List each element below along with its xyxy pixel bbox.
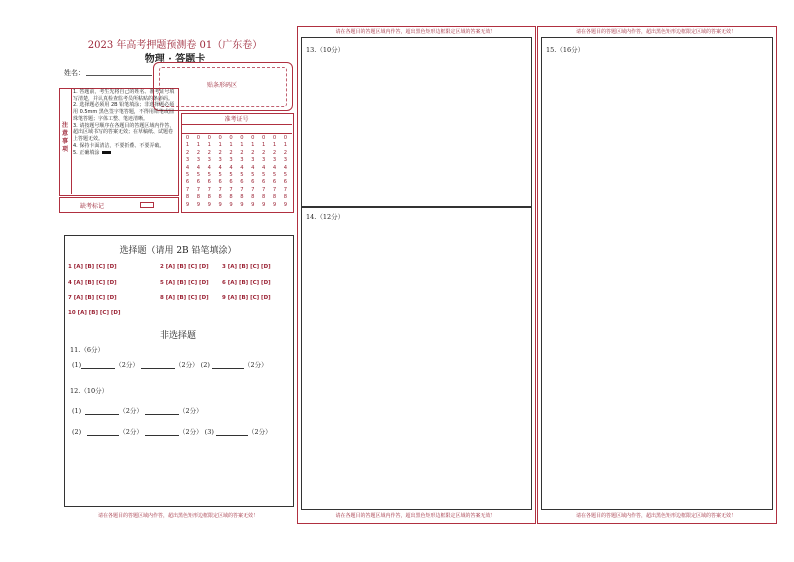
id-digit-bubble[interactable]: 7	[240, 186, 244, 193]
id-digit-bubble[interactable]: 0	[207, 135, 211, 141]
fill-example-swatch	[102, 151, 111, 154]
id-digit-bubble[interactable]: 0	[185, 135, 190, 141]
id-digit-bubble[interactable]: 5	[185, 172, 190, 179]
id-digit-bubble[interactable]: 5	[196, 172, 201, 179]
id-digit-bubble[interactable]: 0	[272, 135, 277, 141]
q12-blank-5[interactable]	[216, 435, 248, 436]
absent-label: 缺考标记	[79, 203, 104, 210]
q12-blank-4[interactable]	[145, 435, 179, 436]
id-digit-bubble[interactable]: 7	[229, 186, 233, 193]
id-digit-bubble[interactable]: 0	[283, 135, 288, 141]
header-note-right: 请在各题目的答题区域内作答，超出黑色矩形边框限定区域的答案无效！	[575, 29, 736, 35]
id-digit-bubble[interactable]: 7	[207, 186, 211, 193]
q13-label: 13.（10分）	[306, 46, 345, 54]
id-digit-bubble[interactable]: 6	[185, 179, 190, 186]
q15-answer-area[interactable]	[541, 37, 773, 510]
id-digit-bubble[interactable]: 0	[196, 135, 201, 141]
id-digit-bubble[interactable]: 7	[196, 186, 201, 193]
id-digit-bubble[interactable]: 8	[240, 194, 244, 201]
id-digit-bubble[interactable]: 8	[272, 194, 277, 201]
id-digit-bubble[interactable]: 4	[196, 164, 201, 171]
choice-item-9[interactable]: 9 [A] [B] [C] [D]	[222, 295, 271, 301]
q12-blank-3[interactable]	[87, 435, 119, 436]
q11-part-1: (1)	[72, 361, 82, 369]
id-digit-bubble[interactable]: 4	[207, 164, 211, 171]
id-digit-bubble[interactable]: 8	[207, 194, 211, 201]
q12-answer-line-1	[72, 406, 203, 415]
id-digit-bubble[interactable]: 8	[229, 194, 233, 201]
id-digit-bubble[interactable]: 7	[218, 186, 222, 193]
q12-score-5: （2分）	[247, 428, 272, 436]
id-digit-bubble[interactable]: 9	[229, 201, 233, 208]
q11-label: 11.（6分）	[70, 346, 104, 354]
page-title: 2023 年高考押题预测卷 01（广东卷）	[87, 40, 263, 51]
id-digit-bubble[interactable]: 1	[283, 142, 288, 149]
q14-answer-area[interactable]	[301, 207, 532, 510]
id-digit-bubble[interactable]: 0	[261, 135, 266, 141]
id-digit-column	[270, 135, 279, 209]
id-digit-bubble[interactable]: 7	[283, 186, 288, 193]
id-digit-column	[227, 135, 236, 209]
id-digit-bubble[interactable]: 5	[261, 172, 266, 179]
id-number-columns	[183, 135, 290, 209]
q12-part-2: (2)	[72, 428, 82, 436]
id-digit-bubble[interactable]: 3	[207, 157, 211, 164]
id-digit-bubble[interactable]: 2	[283, 149, 288, 156]
id-digit-column	[281, 135, 290, 209]
footer-note-right: 请在各题目的答题区域内作答，超出黑色矩形边框限定区域的答案无效！	[575, 513, 736, 519]
id-digit-bubble[interactable]: 2	[218, 149, 222, 156]
id-digit-bubble[interactable]: 9	[251, 201, 255, 208]
id-digit-bubble[interactable]: 7	[261, 186, 266, 193]
id-digit-bubble[interactable]: 7	[272, 186, 277, 193]
footer-note-middle: 请在各题目的答题区域内作答，超出黑色矩形边框限定区域的答案无效！	[335, 513, 496, 519]
note-item: 3. 请按题号顺序在各题目的答题区域内作答，超出区域书写的答案无效；在草稿纸、试题卷上答题无效。	[73, 122, 175, 142]
choice-item-5[interactable]: 5 [A] [B] [C] [D]	[160, 280, 209, 286]
id-digit-bubble[interactable]: 6	[207, 179, 211, 186]
q12-score-1: （2分）	[119, 407, 143, 415]
id-digit-bubble[interactable]: 3	[240, 157, 244, 164]
id-digit-bubble[interactable]: 8	[185, 194, 190, 201]
q12-part-3: (3)	[204, 428, 214, 436]
q12-score-3: （2分）	[119, 428, 143, 436]
id-digit-bubble[interactable]: 9	[218, 201, 222, 208]
id-digit-bubble[interactable]: 5	[272, 172, 277, 179]
id-digit-bubble[interactable]: 5	[229, 172, 233, 179]
id-digit-bubble[interactable]: 6	[240, 179, 244, 186]
q12-answer-line-2	[72, 427, 272, 436]
note-item: 1. 答题前，考生先将自己的姓名、准考证号填写清楚，并认真检查监考员所粘贴的条形码。	[73, 89, 175, 102]
answer-section-box	[64, 235, 294, 507]
choice-item-10[interactable]: 10 [A] [B] [C] [D]	[68, 310, 121, 316]
id-digit-bubble[interactable]: 9	[283, 201, 288, 208]
id-digit-column	[216, 135, 225, 209]
choice-item-3[interactable]: 3 [A] [B] [C] [D]	[222, 264, 271, 270]
id-digit-bubble[interactable]: 7	[185, 186, 190, 193]
id-digit-bubble[interactable]: 2	[272, 149, 277, 156]
id-digit-bubble[interactable]: 8	[261, 194, 266, 201]
id-digit-bubble[interactable]: 3	[251, 157, 255, 164]
name-label: 姓名：	[64, 69, 85, 77]
page-subtitle: 物理 · 答题卡	[144, 54, 206, 65]
id-digit-bubble[interactable]: 2	[261, 149, 266, 156]
q12-label: 12.（10分）	[70, 387, 109, 395]
q14-label: 14.（12分）	[306, 213, 345, 221]
id-digit-bubble[interactable]: 3	[185, 157, 190, 164]
id-digit-bubble[interactable]: 4	[251, 164, 255, 171]
id-digit-bubble[interactable]: 5	[240, 172, 244, 179]
id-digit-bubble[interactable]: 2	[207, 149, 211, 156]
id-digit-column	[194, 135, 203, 209]
nonchoice-title: 非选择题	[159, 331, 196, 341]
id-digit-bubble[interactable]: 0	[229, 135, 233, 141]
id-digit-bubble[interactable]: 3	[283, 157, 288, 164]
id-digit-bubble[interactable]: 6	[229, 179, 233, 186]
q11-score-1: （2分）	[115, 361, 139, 369]
id-digit-column	[259, 135, 268, 209]
q11-part-2: (2)	[200, 361, 210, 369]
q12-part-1: (1)	[72, 407, 82, 415]
id-digit-bubble[interactable]: 5	[251, 172, 255, 179]
header-note-middle: 请在各题目的答题区域内作答，超出黑色矩形边框限定区域的答案无效！	[335, 29, 496, 35]
q12-score-2: （2分）	[178, 407, 203, 415]
id-digit-bubble[interactable]: 8	[251, 194, 255, 201]
note-item-fill-example	[73, 150, 176, 157]
q11-blank-1[interactable]	[81, 368, 115, 369]
note-item-text: 5. 正确填涂	[73, 149, 100, 156]
id-digit-bubble[interactable]: 3	[196, 157, 201, 164]
choice-title: 选择题（请用 2B 铅笔填涂）	[119, 246, 237, 256]
id-digit-bubble[interactable]: 4	[283, 164, 288, 171]
id-digit-bubble[interactable]: 4	[229, 164, 233, 171]
id-digit-bubble[interactable]: 3	[229, 157, 233, 164]
choice-item-8[interactable]: 8 [A] [B] [C] [D]	[160, 295, 209, 301]
id-digit-bubble[interactable]: 1	[229, 142, 233, 149]
name-field[interactable]	[86, 75, 152, 76]
q11-blank-2[interactable]	[141, 368, 175, 369]
choice-item-2[interactable]: 2 [A] [B] [C] [D]	[160, 264, 209, 270]
id-digit-bubble[interactable]: 9	[240, 201, 244, 208]
q15-label: 15.（16分）	[546, 46, 585, 54]
choice-item-7[interactable]: 7 [A] [B] [C] [D]	[68, 295, 117, 301]
id-digit-bubble[interactable]: 8	[218, 194, 222, 201]
id-digit-bubble[interactable]: 1	[240, 142, 244, 149]
id-digit-bubble[interactable]: 1	[251, 142, 255, 149]
id-digit-bubble[interactable]: 5	[283, 172, 288, 179]
id-digit-column	[237, 135, 246, 209]
id-digit-bubble[interactable]: 2	[196, 149, 201, 156]
id-digit-bubble[interactable]: 4	[261, 164, 266, 171]
id-digit-bubble[interactable]: 9	[261, 201, 266, 208]
notes-side-label: 注意事项	[61, 122, 68, 153]
id-digit-bubble[interactable]: 4	[272, 164, 277, 171]
q12-score-4: （2分）	[178, 428, 203, 436]
id-digit-bubble[interactable]: 6	[272, 179, 277, 186]
id-digit-column	[183, 135, 192, 209]
id-digit-bubble[interactable]: 2	[185, 149, 190, 156]
q11-answer-line	[72, 360, 268, 369]
id-digit-bubble[interactable]: 0	[251, 135, 255, 141]
id-digit-bubble[interactable]: 6	[251, 179, 255, 186]
id-digit-bubble[interactable]: 1	[196, 142, 201, 149]
id-digit-bubble[interactable]: 8	[196, 194, 201, 201]
id-digit-bubble[interactable]: 4	[185, 164, 190, 171]
note-item: 4. 保持卡面清洁，不要折叠、不要弄破。	[73, 142, 165, 149]
id-digit-bubble[interactable]: 4	[218, 164, 222, 171]
footer-note-left: 请在各题目的答题区域内作答，超出黑色矩形边框限定区域的答案无效！	[97, 513, 258, 519]
choice-item-1[interactable]: 1 [A] [B] [C] [D]	[68, 264, 117, 270]
note-item: 2. 选择题必须用 2B 铅笔填涂；非选择题必须用 0.5mm 黑色签字笔答题，不得用铅笔或圆珠笔答题；字体工整、笔迹清晰。	[73, 102, 175, 122]
id-digit-bubble[interactable]: 1	[185, 142, 190, 149]
id-digit-bubble[interactable]: 4	[240, 164, 244, 171]
id-digit-bubble[interactable]: 1	[207, 142, 211, 149]
id-number-title: 准考证号	[181, 114, 292, 125]
q11-score-2: （2分）	[174, 361, 199, 369]
id-digit-bubble[interactable]: 9	[196, 201, 201, 208]
id-digit-bubble[interactable]: 0	[218, 135, 222, 141]
q12-blank-2[interactable]	[145, 414, 179, 415]
id-digit-bubble[interactable]: 6	[283, 179, 288, 186]
id-digit-bubble[interactable]: 0	[240, 135, 244, 141]
q13-answer-area[interactable]	[301, 37, 532, 207]
id-digit-bubble[interactable]: 3	[261, 157, 266, 164]
choice-item-6[interactable]: 6 [A] [B] [C] [D]	[222, 280, 271, 286]
id-number-write-row[interactable]	[181, 124, 292, 134]
id-digit-bubble[interactable]: 6	[261, 179, 266, 186]
id-digit-bubble[interactable]: 5	[207, 172, 211, 179]
id-digit-bubble[interactable]: 6	[218, 179, 222, 186]
id-digit-bubble[interactable]: 3	[218, 157, 222, 164]
id-digit-bubble[interactable]: 2	[240, 149, 244, 156]
id-digit-bubble[interactable]: 9	[272, 201, 277, 208]
id-digit-bubble[interactable]: 8	[283, 194, 288, 201]
id-digit-bubble[interactable]: 1	[218, 142, 222, 149]
q11-blank-3[interactable]	[212, 368, 244, 369]
id-digit-bubble[interactable]: 2	[229, 149, 233, 156]
id-digit-bubble[interactable]: 7	[251, 186, 255, 193]
id-digit-bubble[interactable]: 6	[196, 179, 201, 186]
id-digit-bubble[interactable]: 1	[261, 142, 266, 149]
id-digit-column	[248, 135, 257, 209]
q12-blank-1[interactable]	[85, 414, 119, 415]
id-digit-bubble[interactable]: 9	[185, 201, 190, 208]
notes-list	[73, 89, 176, 156]
id-digit-bubble[interactable]: 5	[218, 172, 222, 179]
choice-item-4[interactable]: 4 [A] [B] [C] [D]	[68, 280, 117, 286]
id-digit-column	[205, 135, 214, 209]
id-digit-bubble[interactable]: 2	[251, 149, 255, 156]
id-digit-bubble[interactable]: 9	[207, 201, 211, 208]
id-digit-bubble[interactable]: 1	[272, 142, 277, 149]
q11-score-3: （2分）	[243, 361, 268, 369]
id-digit-bubble[interactable]: 3	[272, 157, 277, 164]
barcode-label: 贴条形码区	[206, 82, 237, 89]
absent-checkbox[interactable]	[140, 202, 154, 208]
